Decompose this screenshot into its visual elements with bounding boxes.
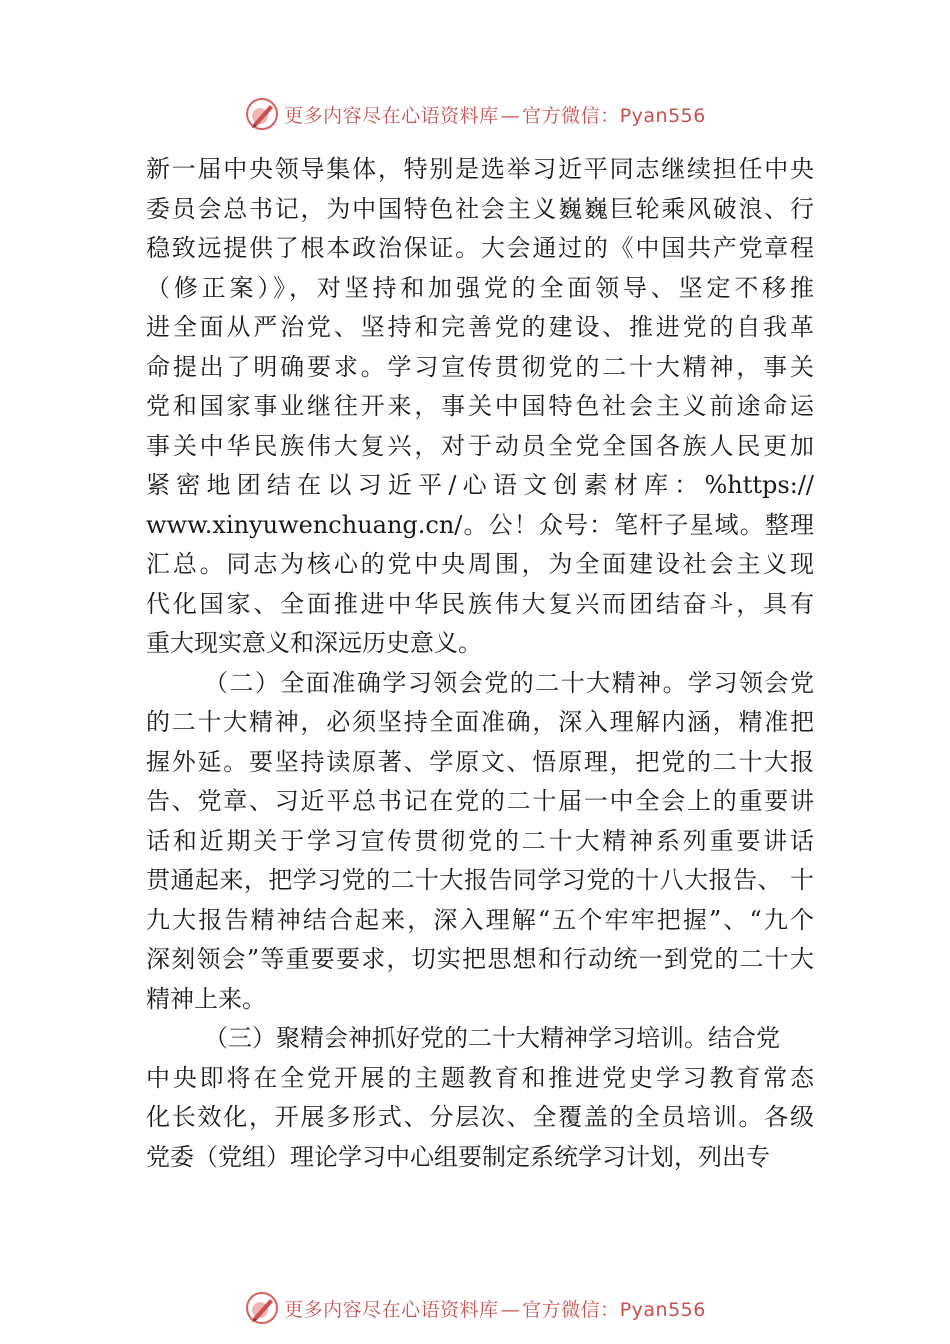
text-line: 代化国家、全面推进中华民族伟大复兴而团结奋斗，具有 [146,589,814,618]
banner-label-text: 官方微信： [522,1298,620,1321]
text-line: 告、党章、习近平总书记在党的二十届一中全会上的重要讲 [146,787,814,815]
text-line: 进全面从严治党、坚持和完善党的建设、推进党的自我革 [146,313,814,341]
text-line: 命提出了明确要求。学习宣传贯彻党的二十大精神，事关 [146,352,814,381]
text-line: 的二十大精神，必须坚持全面准确，深入理解内涵，精准把 [146,708,814,736]
header-banner [0,94,950,134]
text-line: 中央即将在全党开展的主题教育和推进党史学习教育常态 [146,1063,814,1092]
paragraph-heading-line: （二）全面准确学习领会党的二十大精神。学习领会党 [204,668,814,697]
footer-banner [0,1288,950,1328]
text-line: 精神上来。 [146,984,266,1013]
text-line: 化长效化，开展多形式、分层次、全覆盖的全员培训。各级 [146,1103,814,1131]
text-line: 贯通起来，把学习党的二十大报告同学习党的十八大报告、 十 [146,866,814,894]
text-line: 稳致远提供了根本政治保证。大会通过的《中国共产党章程 [146,234,814,262]
pen-logo-icon [244,1290,280,1326]
document-body [146,150,814,1177]
text-line: 重大现实意义和深远历史意义。 [146,629,482,657]
banner-label-text: 官方微信： [522,104,620,127]
text-line: 九大报告精神结合起来，深入理解“五个牢牢把握”、“九个 [146,905,814,934]
text-line: 党委（党组）理论学习中心组要制定系统学习计划，列出专 [146,1142,770,1171]
banner-wechat-id: Pyan556 [619,104,706,127]
text-line: www.xinyuwenchuang.cn/。公！众号：笔杆子星域。整理 [146,510,814,539]
text-line: 汇总。同志为核心的党中央周围，为全面建设社会主义现 [146,550,814,578]
banner-separator: — [500,1298,521,1321]
paragraph-heading-line: （三）聚精会神抓好党的二十大精神学习培训。结合党 [204,1024,780,1052]
text-line: 新一届中央领导集体，特别是选举习近平同志继续担任中央 [146,155,814,183]
banner-wechat-id: Pyan556 [619,1298,706,1321]
text-line: 话和近期关于学习宣传贯彻党的二十大精神系列重要讲话 [146,826,814,855]
text-line: （修正案）》，对坚持和加强党的全面领导、坚定不移推 [146,273,814,302]
text-line: 深刻领会”等重要要求，切实把思想和行动统一到党的二十大 [146,945,814,973]
banner-main-text: 更多内容尽在心语资料库 [284,1298,499,1321]
text-line: 握外延。要坚持读原著、学原文、悟原理，把党的二十大报 [146,747,814,776]
banner-separator: — [500,104,521,127]
text-line: 委员会总书记，为中国特色社会主义巍巍巨轮乘风破浪、行 [146,194,814,223]
banner-main-text: 更多内容尽在心语资料库 [284,104,499,127]
text-line: 紧密地团结在以习近平/心语文创素材库：%https:// [146,471,814,499]
pen-logo-icon [244,96,280,132]
footer-banner-text [284,1295,706,1322]
text-line: 事关中华民族伟大复兴，对于动员全党全国各族人民更加 [146,431,814,460]
header-banner-text [284,101,706,128]
text-line: 党和国家事业继往开来，事关中国特色社会主义前途命运 [146,392,814,420]
